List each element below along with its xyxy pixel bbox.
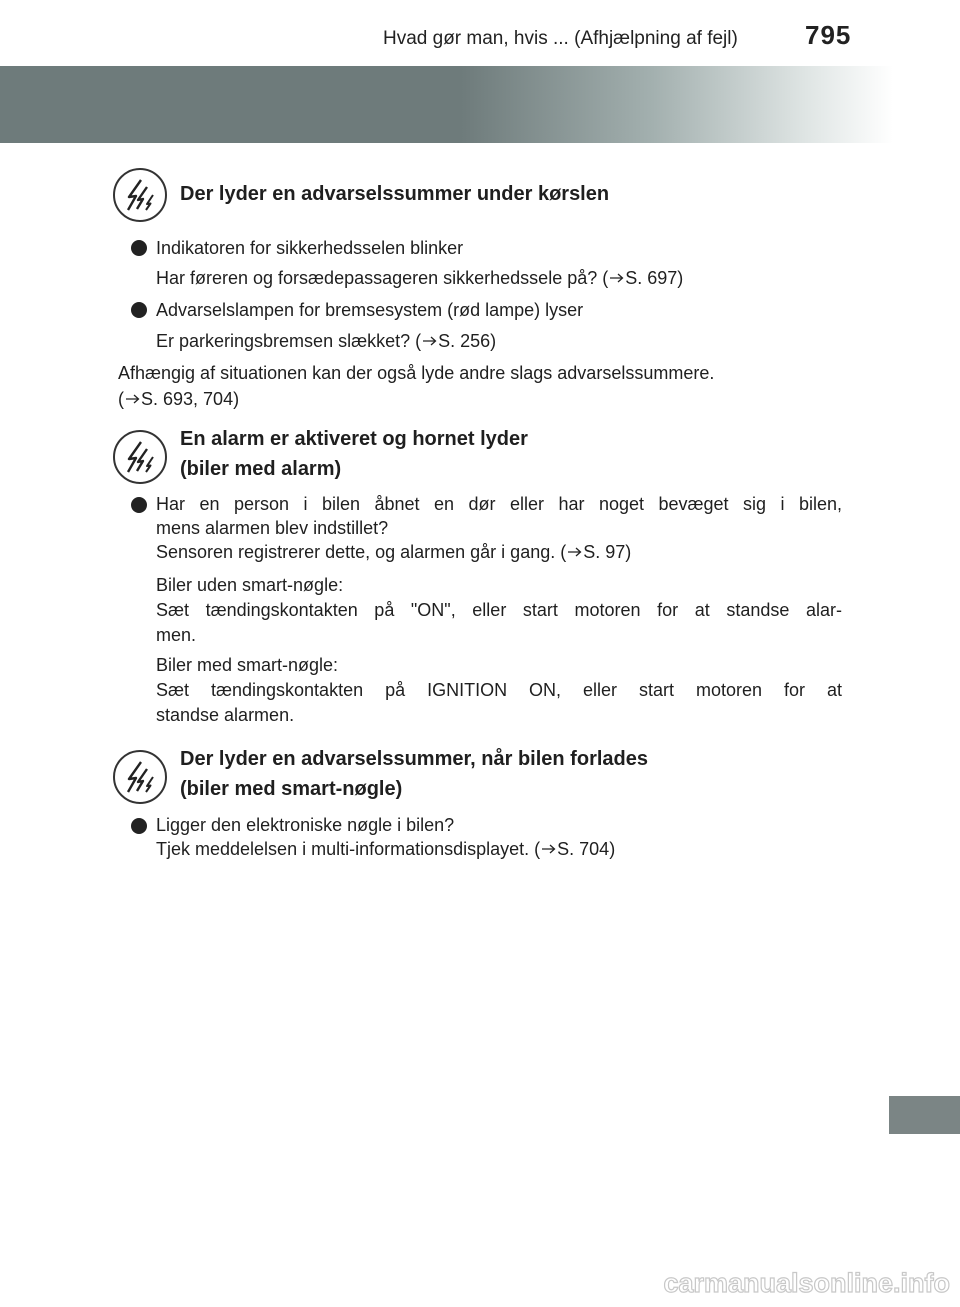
no-key-instructions: Biler uden smart-nøgle: Sæt tændingskontakten på "ON", eller start motoren for at standse alar- men.: [156, 575, 842, 645]
item-detail: Har føreren og forsædepassageren sikkerhedssele på? ( S. 697): [156, 268, 684, 288]
bullet-dot: [131, 497, 147, 513]
reference-arrow-icon: [126, 394, 140, 404]
item-detail: Er parkeringsbremsen slækket? ( S. 256): [156, 331, 497, 351]
reference-arrow-icon: [423, 336, 437, 346]
bullet-dot: [131, 818, 147, 834]
page-reference: S. 693, 704: [141, 389, 234, 409]
item-detail: Sensoren registrerer dette, og alarmen går i gang. ( S. 97): [156, 542, 632, 562]
svg-text:carmanualsonline.info: carmanualsonline.info: [663, 1268, 950, 1298]
header-banner: [0, 66, 960, 143]
page-reference: S. 256: [438, 331, 491, 351]
list-item: [156, 492, 842, 564]
buzzer-warning-icon: [113, 750, 167, 804]
bullet-dot: [131, 240, 147, 256]
subheading: Biler med smart-nøgle:: [156, 655, 339, 675]
subheading: Biler uden smart-nøgle:: [156, 575, 344, 595]
bullet-text: Ligger den elektroniske nøgle i bilen?: [156, 815, 455, 835]
page-header: [0, 0, 960, 60]
buzzer-warning-icon: [113, 430, 167, 484]
item-detail: Tjek meddelelsen i multi-informationsdisplayet. ( S. 704): [156, 839, 616, 859]
page-number: 795: [805, 20, 852, 50]
watermark: [622, 1265, 952, 1301]
page-reference: S. 97: [583, 542, 626, 562]
section-title: Der lyder en advarselssummer under kørslen: [180, 183, 610, 205]
header-title: Hvad gør man, hvis ... (Afhjælpning af fejl): [383, 28, 738, 49]
bullet-text: mens alarmen blev indstillet?: [156, 518, 389, 538]
reference-arrow-icon: [610, 273, 624, 283]
section-title: Der lyder en advarselssummer, når bilen forlades (biler med smart-nøgle): [180, 748, 648, 800]
bullet-text: Indikatoren for sikkerhedsselen blinker: [156, 238, 464, 258]
list-item: [156, 297, 842, 323]
bullet-text: Advarselslampen for bremsesystem (rød lampe) lyser: [156, 300, 584, 320]
list-item: [156, 813, 842, 861]
list-item: [156, 235, 842, 261]
buzzer-warning-icon: [113, 168, 167, 222]
key-instructions: Biler med smart-nøgle: Sæt tændingskontakten på IGNITION ON, eller start motoren for at standse alarmen.: [156, 655, 842, 725]
bullet-text: Har en person i bilen åbnet en dør eller har noget bevæget sig i bilen,: [156, 494, 842, 514]
watermark-logo: [634, 1267, 952, 1299]
reference-arrow-icon: [568, 547, 582, 557]
section-title: En alarm er aktiveret og hornet lyder (biler med alarm): [180, 428, 528, 480]
bullet-dot: [131, 302, 147, 318]
page-reference: S. 704: [557, 839, 610, 859]
reference-arrow-icon: [542, 844, 556, 854]
page-reference: S. 697: [625, 268, 678, 288]
chapter-tab: [889, 1096, 960, 1134]
section-note: Afhængig af situationen kan der også lyde andre slags advarselssummere. ( S. 693, 704): [118, 363, 715, 409]
